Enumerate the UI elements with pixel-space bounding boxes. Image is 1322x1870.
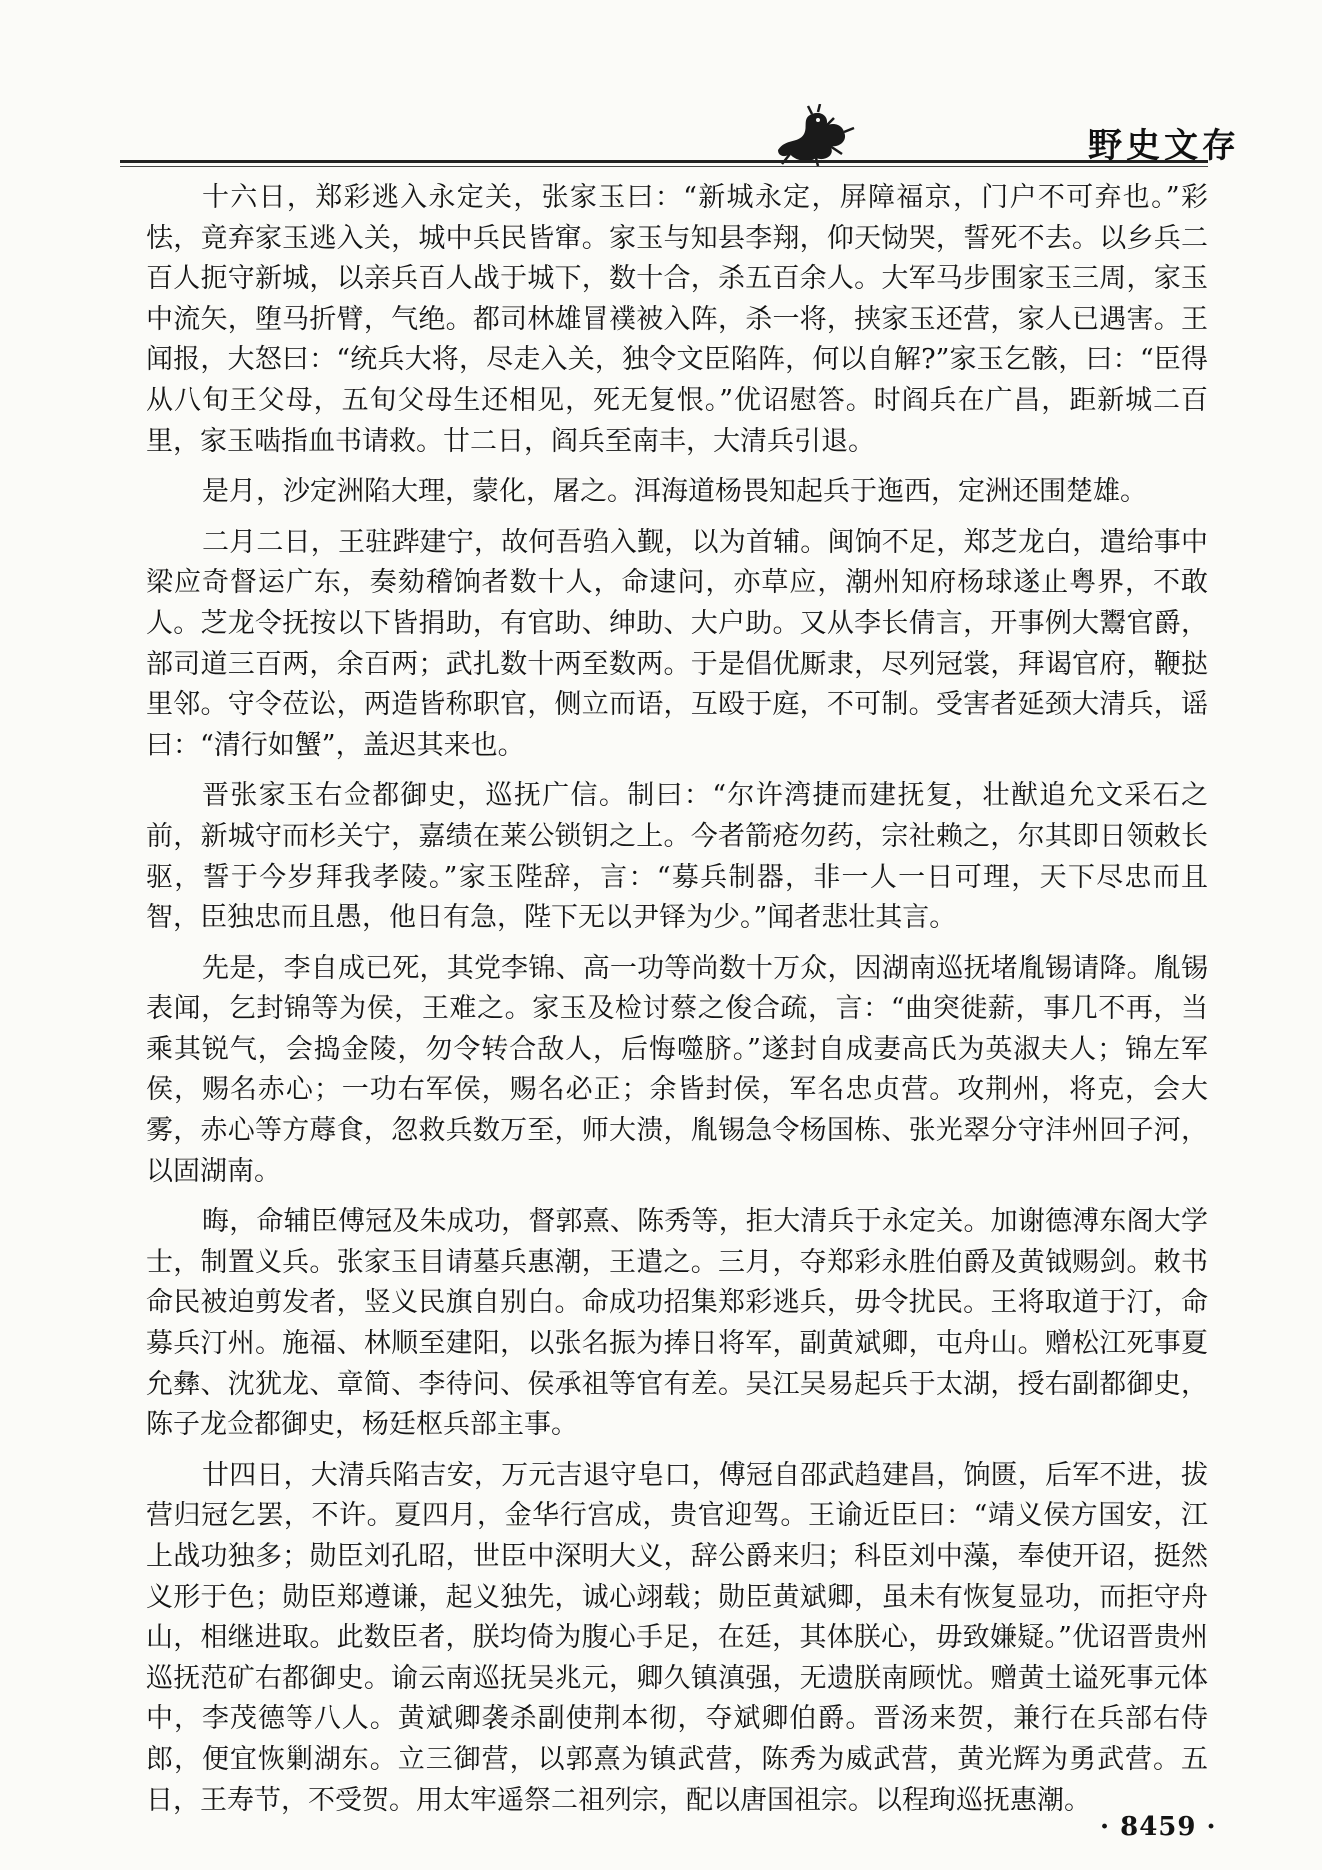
header-title: 野史文存	[1088, 126, 1240, 166]
paragraph: 是月，沙定洲陷大理，蒙化，屠之。洱海道杨畏知起兵于迤西，定洲还围楚雄。	[202, 476, 1147, 508]
body-text	[146, 178, 1208, 1831]
header-rule	[120, 160, 1208, 163]
paragraph: 晦，命辅臣傅冠及朱成功，督郭熹、陈秀等，拒大清兵于永定关。加谢德溥东阁大学士，制置义兵。张家玉目请墓兵惠潮，王遣之。三月，夺郑彩永胜伯爵及黄钺赐剑。敕书命民被迫剪发者，竖义民旗自别白。命成功招集郑彩逃兵，毋令扰民。王将取道于汀，命募兵汀州。施福、林顺至建阳，以张名振为捧日将军，副黄斌卿，屯舟山。赠松江死事夏允彝、沈犹龙、章简、李待问、侯承祖等官有差。吴江吴易起兵于太湖，授右副都御史，陈子龙佥都御史，杨廷枢兵部主事。	[146, 1206, 1208, 1441]
paragraph: 先是，李自成已死，其党李锦、高一功等尚数十万众，因湖南巡抚堵胤锡请降。胤锡表闻，乞封锦等为侯，王难之。家玉及检讨蔡之俊合疏，言：“曲突徙薪，事几不再，当乘其锐气，会捣金陵，勿令转合敌人，后悔噬脐。”遂封自成妻高氏为英淑夫人；锦左军侯，赐名赤心；一功右军侯，赐名必正；余皆封侯，军名忠贞营。攻荆州，将克，会大雾，赤心等方蓐食，忽救兵数万至，师大溃，胤锡急令杨国栋、张光翠分守沣州回子河，以固湖南。	[146, 952, 1208, 1187]
paragraph: 二月二日，王驻跸建宁，故何吾驺入觐，以为首辅。闽饷不足，郑芝龙白，遣给事中梁应奇督运广东，奏劾稽饷者数十人，命逮问，亦草应，潮州知府杨球遂止粤界，不敢人。芝龙令抚按以下皆捐助，有官助、绅助、大户助。又从李长倩言，开事例大鬻官爵，部司道三百两，余百两；武扎数十两至数两。于是倡优厮隶，尽列冠裳，拜谒官府，鞭挞里邻。守令莅讼，两造皆称职官，侧立而语，互殴于庭，不可制。受害者延颈大清兵，谣曰：“清行如蟹”，盖迟其来也。	[146, 526, 1208, 761]
dragon-emblem-icon	[772, 104, 858, 168]
paragraph: 十六日，郑彩逃入永定关，张家玉曰：“新城永定，屏障福京，门户不可弃也。”彩怯，竟弃家玉逃入关，城中兵民皆窜。家玉与知县李翔，仰天恸哭，誓死不去。以乡兵二百人扼守新城，以亲兵百人战于城下，数十合，杀五百余人。大军马步围家玉三周，家玉中流矢，堕马折臂，气绝。都司林雄冒襆被入阵，杀一将，挟家玉还营，家人已遇害。王闻报，大怒曰：“统兵大将，尽走入关，独令文臣陷阵，何以自解?”家玉乞骸，曰：“臣得从八旬王父母，五旬父母生还相见，死无复恨。”优诏慰答。时阎兵在广昌，距新城二百里，家玉啮指血书请救。廿二日，阎兵至南丰，大清兵引退。	[146, 182, 1208, 457]
page-number: · 8459 ·	[1100, 1812, 1217, 1842]
header-rule-thin	[120, 166, 1208, 167]
paragraph: 廿四日，大清兵陷吉安，万元吉退守皂口，傅冠自邵武趋建昌，饷匮，后军不进，拔营归冠乞罢，不许。夏四月，金华行宫成，贵官迎驾。王谕近臣曰：“靖义侯方国安，江上战功独多；勋臣刘孔昭，世臣中深明大义，辞公爵来归；科臣刘中藻，奉使开诏，挺然义形于色；勋臣郑遵谦，起义独先，诚心翊载；勋臣黄斌卿，虽未有恢复显功，而拒守舟山，相继进取。此数臣者，朕均倚为腹心手足，在廷，其体朕心，毋致嫌疑。”优诏晋贵州巡抚范矿右都御史。谕云南巡抚吴兆元，卿久镇滇强，无遗朕南顾忧。赠黄土谥死事元体中，李茂德等八人。黄斌卿袭杀副使荆本彻，夺斌卿伯爵。晋汤来贺，兼行在兵部右侍郎，便宜恢剿湖东。立三御营，以郭熹为镇武营，陈秀为威武营，黄光辉为勇武营。五日，王寿节，不受贺。用太牢遥祭二祖列宗，配以唐国祖宗。以程珣巡抚惠潮。	[146, 1459, 1208, 1816]
paragraph: 晋张家玉右佥都御史，巡抚广信。制曰：“尔许湾捷而建抚复，壮猷追允文采石之前，新城守而杉关宁，嘉绩在莱公锁钥之上。今者箭疮勿药，宗社赖之，尔其即日领敕长驱，誓于今岁拜我孝陵。”家玉陛辞，言：“募兵制器，非一人一日可理，天下尽忠而且智，臣独忠而且愚，他日有急，陛下无以尹铎为少。”闻者悲壮其言。	[146, 780, 1208, 934]
